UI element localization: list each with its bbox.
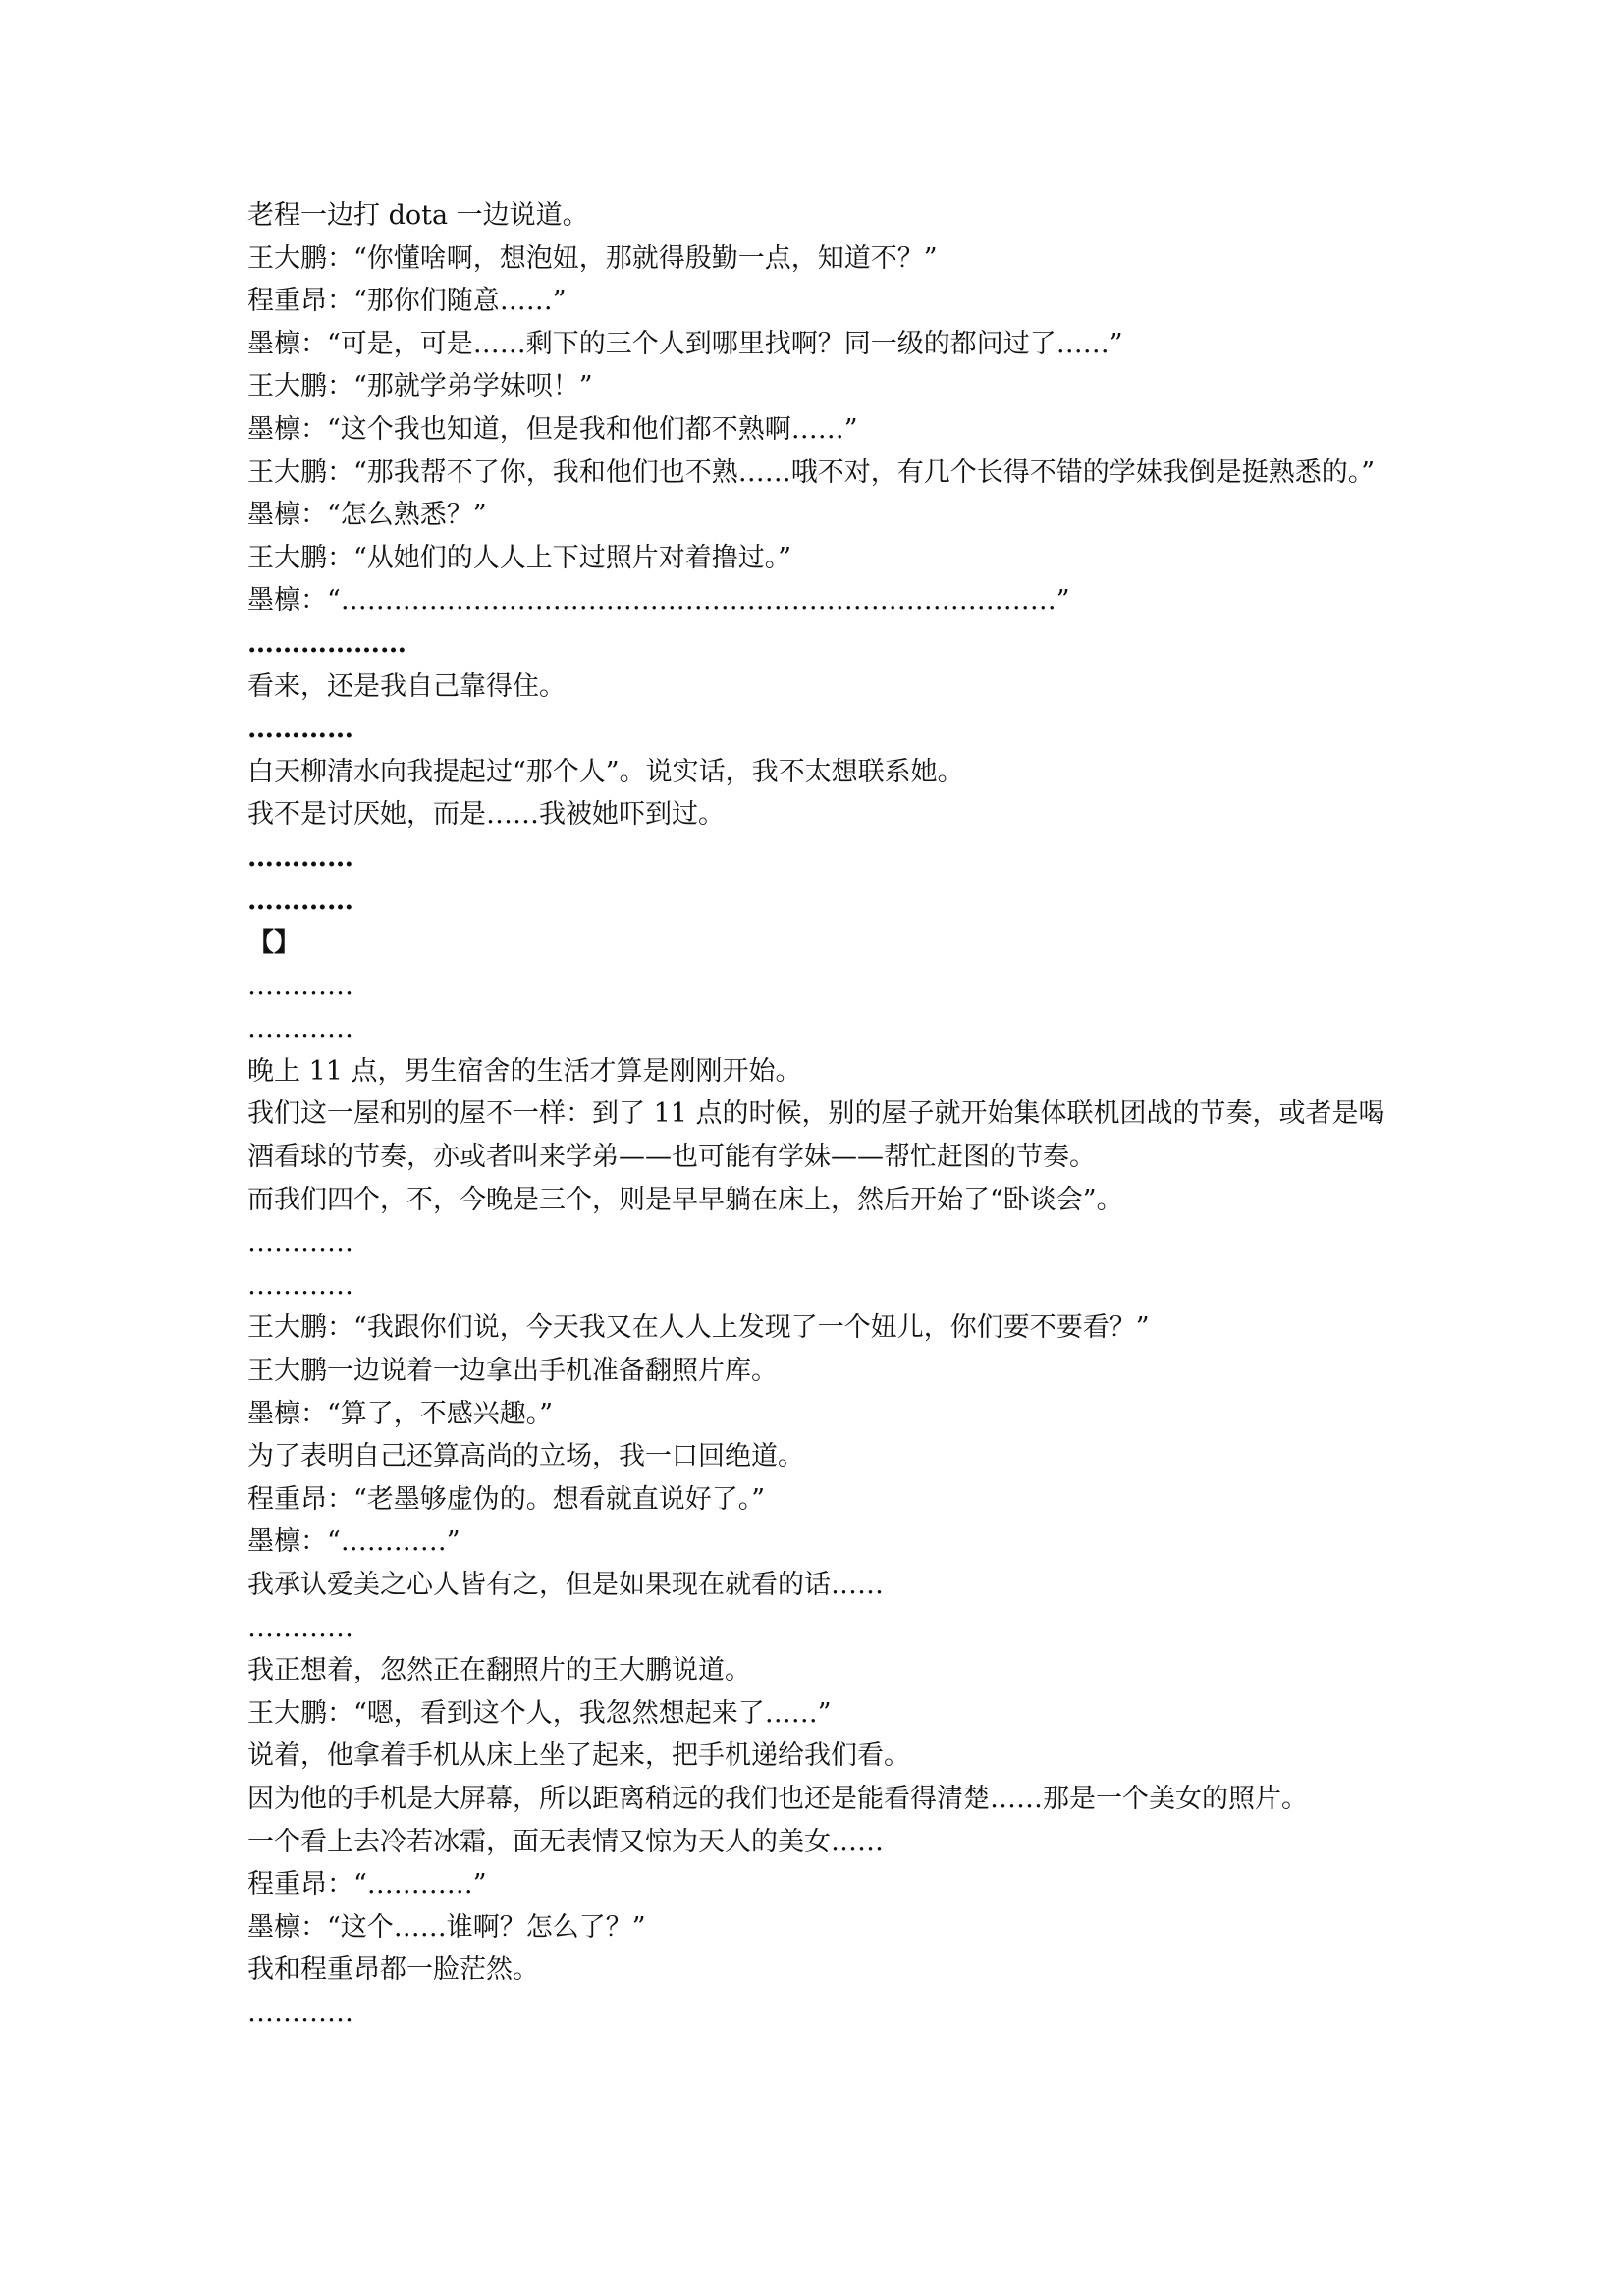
text-line: 王大鹏一边说着一边拿出手机准备翻照片库。 — [247, 1356, 778, 1387]
text-line: 王大鹏：“嗯，看到这个人，我忽然想起来了……” — [247, 1697, 832, 1729]
text-line: 王大鹏：“那我帮不了你，我和他们也不熟……哦不对，有几个长得不错的学妹我倒是挺熟悉的。” — [247, 456, 1376, 488]
text-line: 一个看上去冷若冰霜，面无表情又惊为天人的美女…… — [247, 1826, 884, 1857]
text-line: 王大鹏：“从她们的人人上下过照片对着撸过。” — [247, 542, 792, 573]
text-line: ………… — [247, 1013, 353, 1044]
text-line: 程重昂：“…………” — [247, 1869, 487, 1900]
text-line: ………… — [247, 884, 353, 916]
text-line: 老程一边打 dota 一边说道。 — [247, 200, 589, 231]
text-line: 晚上 11 点，男生宿舍的生活才算是刚刚开始。 — [247, 1055, 802, 1087]
text-line: 【】 — [247, 928, 300, 959]
text-line: 说着，他拿着手机从床上坐了起来，把手机递给我们看。 — [247, 1740, 910, 1772]
text-line: ………… — [247, 1227, 353, 1258]
text-line: 白天柳清水向我提起过“那个人”。说实话，我不太想联系她。 — [247, 756, 964, 787]
text-line: 我和程重昂都一脸茫然。 — [247, 1954, 539, 1986]
text-line: 王大鹏：“那就学弟学妹呗！” — [247, 371, 593, 402]
text-line: 因为他的手机是大屏幕，所以距离稍远的我们也还是能看得清楚……那是一个美女的照片。 — [247, 1783, 1308, 1814]
text-line: ………… — [247, 1612, 353, 1643]
text-line: ………… — [247, 1997, 353, 2028]
text-line: 王大鹏：“我跟你们说，今天我又在人人上发现了一个妞儿，你们要不要看？” — [247, 1312, 1150, 1344]
text-line: 墨檩：“怎么熟悉？” — [247, 500, 487, 531]
text-line: 而我们四个，不，今晚是三个，则是早早躺在床上，然后开始了“卧谈会”。 — [247, 1184, 1123, 1215]
document-body — [247, 194, 1406, 2035]
text-line: 墨檩：“这个……谁啊？怎么了？” — [247, 1911, 646, 1943]
text-line: 程重昂：“那你们随意……” — [247, 286, 567, 317]
text-line: 王大鹏：“你懂啥啊，想泡妞，那就得殷勤一点，知道不？” — [247, 242, 938, 274]
text-line: ………… — [247, 841, 353, 873]
text-line: 我们这一屋和别的屋不一样：到了 11 点的时候，别的屋子就开始集体联机团战的节奏，或者是喝酒看球的节奏，亦或者叫来学弟——也可能有学妹——帮忙赶图的节奏。 — [247, 1098, 1385, 1173]
text-line: 墨檩：“算了，不感兴趣。” — [247, 1398, 554, 1429]
text-line: 我不是讨厌她，而是……我被她吓到过。 — [247, 799, 725, 830]
text-line: ……………… — [247, 627, 406, 659]
text-line: 墨檩：“………………………………………………………………………” — [247, 585, 1070, 616]
text-line: 为了表明自己还算高尚的立场，我一口回绝道。 — [247, 1441, 804, 1472]
text-line: ………… — [247, 1269, 353, 1301]
text-line: 墨檩：“这个我也知道，但是我和他们都不熟啊……” — [247, 413, 858, 445]
text-line: 看来，还是我自己靠得住。 — [247, 670, 566, 702]
text-line: 程重昂：“老墨够虚伪的。想看就直说好了。” — [247, 1483, 766, 1515]
text-line: ………… — [247, 714, 353, 745]
text-line: 墨檩：“可是，可是……剩下的三个人到哪里找啊？同一级的都问过了……” — [247, 328, 1123, 359]
text-line: 我承认爱美之心人皆有之，但是如果现在就看的话…… — [247, 1570, 884, 1600]
text-line: 墨檩：“…………” — [247, 1526, 460, 1558]
text-line: 我正想着，忽然正在翻照片的王大鹏说道。 — [247, 1655, 751, 1686]
text-line: ………… — [247, 970, 353, 1001]
